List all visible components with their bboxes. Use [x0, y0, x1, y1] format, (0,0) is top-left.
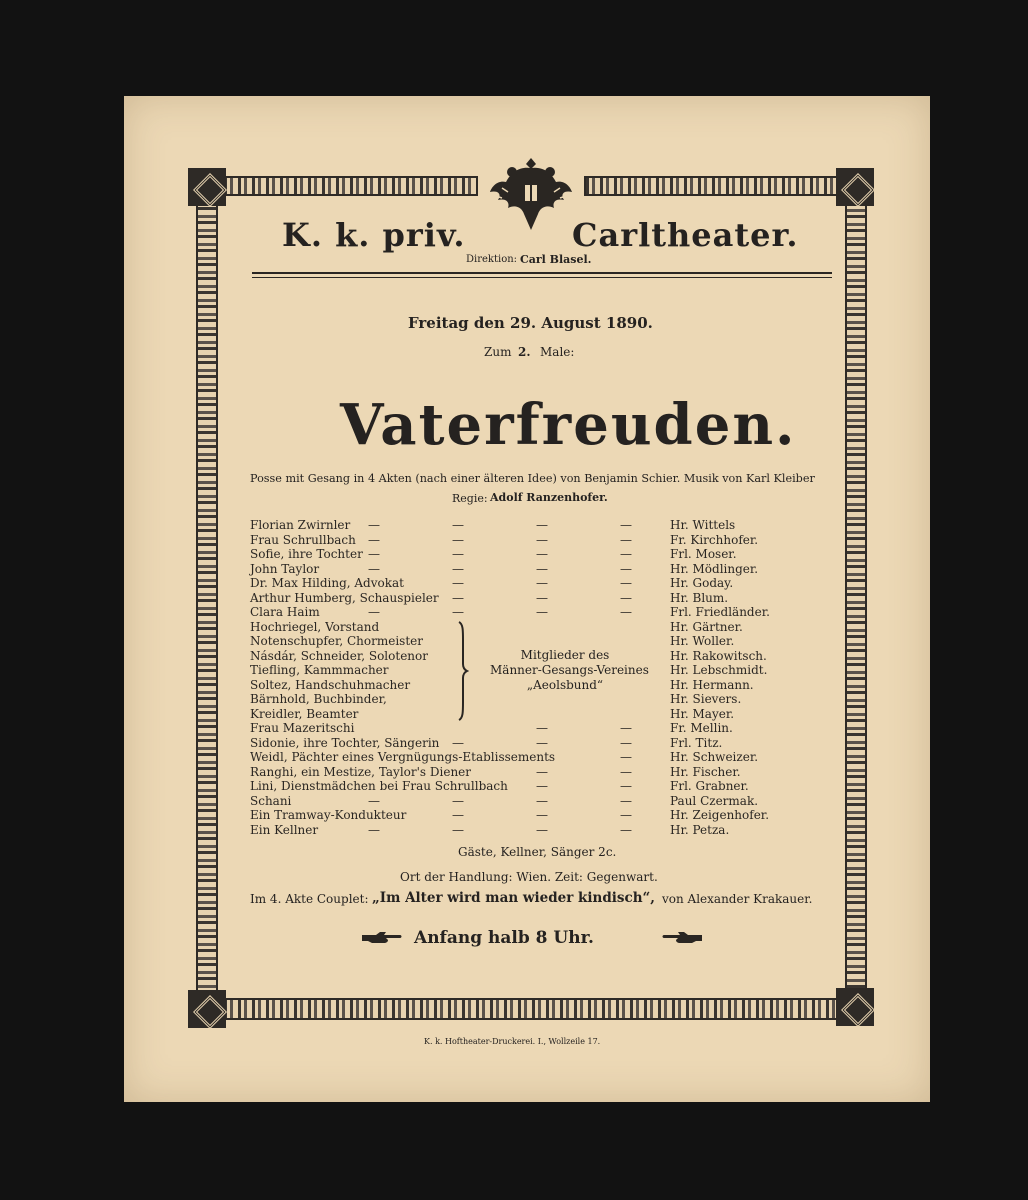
pointing-hand-left-icon [662, 930, 702, 946]
performance-note-num: 2. [518, 345, 531, 359]
director-name: Carl Blasel. [520, 253, 592, 266]
chorus-line-3: „Aeolsbund“ [526, 678, 604, 692]
dash: — [620, 518, 632, 532]
header-rule-top [252, 272, 832, 274]
cast-actor: Hr. Goday. [670, 576, 734, 590]
chorus-brace [455, 620, 469, 722]
dash: — [536, 562, 548, 576]
cast-actor: Hr. Sievers. [670, 692, 742, 706]
cast-actor: Paul Czermak. [670, 794, 759, 808]
dash: — [368, 562, 380, 576]
cast-role: Soltez, Handschuhmacher [250, 678, 411, 692]
cast-actor: Hr. Woller. [670, 634, 735, 648]
couplet-title: „Im Alter wird man wieder kindisch“, [372, 890, 655, 906]
cast-actor: Hr. Rakowitsch. [670, 649, 767, 663]
dash: — [368, 823, 380, 837]
cast-actor: Hr. Petza. [670, 823, 730, 837]
regie-name: Adolf Ranzenhofer. [490, 491, 608, 504]
cast-actor: Hr. Blum. [670, 591, 729, 605]
dash: — [368, 547, 380, 561]
dash: — [536, 823, 548, 837]
cast-role: Dr. Max Hilding, Advokat [250, 576, 404, 590]
cast-actor: Hr. Mödlinger. [670, 562, 759, 576]
frame-left [196, 204, 218, 996]
dash: — [620, 562, 632, 576]
dash: — [536, 591, 548, 605]
dash: — [536, 794, 548, 808]
double-headed-eagle-icon [488, 152, 574, 236]
dash: — [536, 518, 548, 532]
dash: — [536, 765, 548, 779]
dash: — [452, 605, 464, 619]
cast-actor: Hr. Lebschmidt. [670, 663, 768, 677]
cast-role: Sidonie, ihre Tochter, Sängerin [250, 736, 440, 750]
dash: — [452, 547, 464, 561]
dash: — [536, 605, 548, 619]
cast-actor: Frl. Titz. [670, 736, 723, 750]
frame-corner-tr [836, 168, 874, 206]
dash: — [620, 779, 632, 793]
couplet-author: von Alexander Krakauer. [662, 892, 813, 906]
frame-corner-br [836, 988, 874, 1026]
cast-role: Kreidler, Beamter [250, 707, 359, 721]
cast-actor: Hr. Fischer. [670, 765, 741, 779]
cast-actor: Frl. Moser. [670, 547, 737, 561]
frame-corner-tl [188, 168, 226, 206]
chorus-line-2: Männer-Gesangs-Vereines [490, 663, 649, 677]
dash: — [536, 547, 548, 561]
cast-role: Arthur Humberg, Schauspieler [250, 591, 439, 605]
dash: — [452, 736, 464, 750]
start-time: Anfang halb 8 Uhr. [414, 928, 594, 948]
dash: — [536, 576, 548, 590]
cast-role: Ein Kellner [250, 823, 319, 837]
cast-role: Bärnhold, Buchbinder, [250, 692, 387, 706]
cast-actor: Fr. Kirchhofer. [670, 533, 759, 547]
dash: — [536, 721, 548, 735]
dash: — [620, 765, 632, 779]
cast-role: Frau Schrullbach [250, 533, 356, 547]
dash: — [452, 808, 464, 822]
frame-top-right [584, 176, 838, 196]
cast-role: Hochriegel, Vorstand [250, 620, 380, 634]
cast-role: Florian Zwirnler [250, 518, 351, 532]
dash: — [368, 518, 380, 532]
cast-role: Násdár, Schneider, Solotenor [250, 649, 428, 663]
dash: — [620, 721, 632, 735]
cast-actor: Hr. Gärtner. [670, 620, 743, 634]
printer-credit: K. k. Hoftheater-Druckerei. I., Wollzeile 17. [424, 1037, 601, 1046]
dash: — [620, 736, 632, 750]
frame-bottom [222, 998, 838, 1020]
dash: — [536, 808, 548, 822]
dash: — [620, 823, 632, 837]
dash: — [452, 823, 464, 837]
dash: — [452, 533, 464, 547]
dash: — [536, 736, 548, 750]
theater-name-right: Carltheater. [572, 216, 799, 254]
regie-label: Regie: [452, 492, 488, 505]
cast-role: Ein Tramway-Kondukteur [250, 808, 407, 822]
couplet-prefix: Im 4. Akte Couplet: [250, 892, 369, 906]
dash: — [368, 533, 380, 547]
dash: — [620, 794, 632, 808]
play-title: Vaterfreuden. [340, 392, 797, 458]
dash: — [620, 605, 632, 619]
dash: — [452, 591, 464, 605]
dash: — [620, 533, 632, 547]
cast-role: Sofie, ihre Tochter [250, 547, 363, 561]
extras-line: Gäste, Kellner, Sänger 2c. [458, 845, 617, 859]
frame-right [845, 204, 867, 990]
cast-actor: Fr. Mellin. [670, 721, 733, 735]
cast-role: Ranghi, ein Mestize, Taylor's Diener [250, 765, 472, 779]
cast-actor: Frl. Grabner. [670, 779, 749, 793]
dash: — [452, 576, 464, 590]
performance-date: Freitag den 29. August 1890. [408, 314, 653, 332]
cast-role: Notenschupfer, Chormeister [250, 634, 423, 648]
dash: — [620, 750, 632, 764]
cast-role: Lini, Dienstmädchen bei Frau Schrullbach [250, 779, 508, 793]
setting-line: Ort der Handlung: Wien. Zeit: Gegenwart. [400, 870, 658, 884]
dash: — [368, 794, 380, 808]
dash: — [620, 591, 632, 605]
dash: — [452, 562, 464, 576]
cast-role: Clara Haim [250, 605, 320, 619]
cast-actor: Frl. Friedländer. [670, 605, 770, 619]
cast-actor: Hr. Hermann. [670, 678, 754, 692]
header-rule-bottom [252, 277, 832, 278]
dash: — [536, 533, 548, 547]
cast-actor: Hr. Mayer. [670, 707, 735, 721]
dash: — [620, 576, 632, 590]
dash: — [368, 605, 380, 619]
cast-actor: Hr. Zeigenhofer. [670, 808, 770, 822]
dash: — [452, 518, 464, 532]
frame-top-left [222, 176, 478, 196]
cast-role: Frau Mazeritschi [250, 721, 355, 735]
frame-corner-bl [188, 990, 226, 1028]
dash: — [620, 808, 632, 822]
dash: — [452, 794, 464, 808]
cast-actor: Hr. Wittels [670, 518, 736, 532]
direction-label: Direktion: [466, 254, 518, 265]
cast-actor: Hr. Schweizer. [670, 750, 759, 764]
cast-role: Weidl, Pächter eines Vergnügungs-Etablissements [250, 750, 556, 764]
theater-name-left: K. k. priv. [282, 216, 466, 254]
cast-role: Schani [250, 794, 292, 808]
dash: — [536, 779, 548, 793]
chorus-line-1: Mitglieder des [520, 648, 610, 662]
cast-role: Tiefling, Kammmacher [250, 663, 389, 677]
pointing-hand-right-icon [362, 930, 402, 946]
cast-role: John Taylor [250, 562, 320, 576]
dash: — [620, 547, 632, 561]
performance-note-pre: Zum [484, 345, 512, 359]
playbill-paper [124, 96, 930, 1102]
play-subtitle: Posse mit Gesang in 4 Akten (nach einer älteren Idee) von Benjamin Schier. Musik von Karl Kleiber [250, 472, 815, 485]
performance-note-post: Male: [540, 345, 575, 359]
